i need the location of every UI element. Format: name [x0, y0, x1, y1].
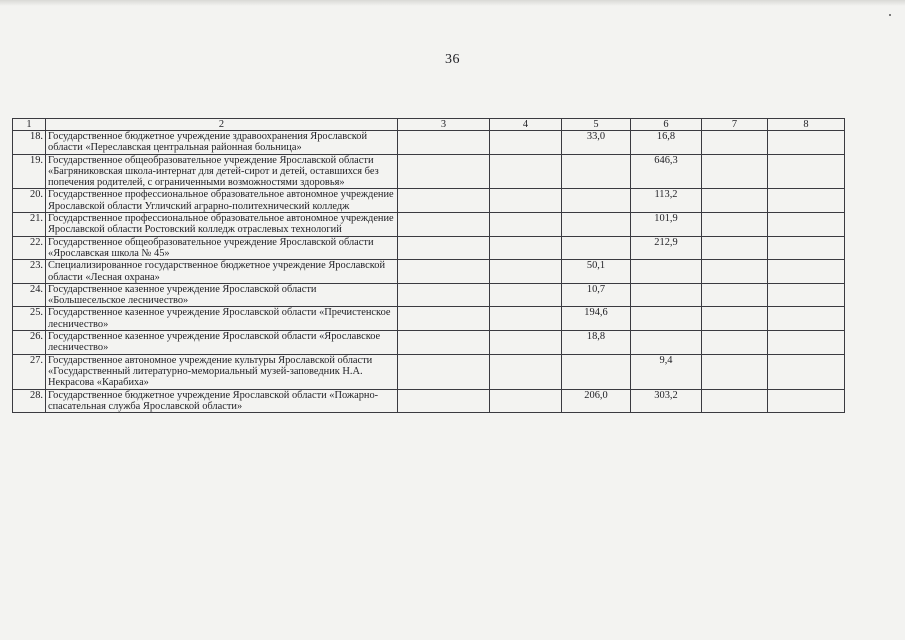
- value-cell-col-7: [702, 236, 768, 260]
- value-cell-col-4: [490, 189, 562, 213]
- institution-name: Государственное бюджетное учреждение здравоохранения Ярославской области «Переславская центральная районная больница»: [46, 131, 398, 155]
- value-cell-col-5: 10,7: [562, 283, 631, 307]
- value-cell-col-6: 9,4: [631, 354, 702, 389]
- row-number: 20.: [13, 189, 46, 213]
- table-row: [13, 236, 845, 260]
- value-cell-col-7: [702, 189, 768, 213]
- value-cell-col-3: [398, 189, 490, 213]
- table-header-row: [13, 119, 845, 131]
- scan-edge: [0, 0, 905, 6]
- row-number: 28.: [13, 389, 46, 413]
- table-row: [13, 154, 845, 189]
- value-cell-col-4: [490, 354, 562, 389]
- value-cell-col-8: [768, 354, 845, 389]
- table-row: [13, 389, 845, 413]
- value-cell-col-5: 206,0: [562, 389, 631, 413]
- value-cell-col-7: [702, 389, 768, 413]
- column-header-1: 1: [13, 119, 46, 131]
- table-row: [13, 260, 845, 284]
- budget-table: [12, 118, 845, 413]
- value-cell-col-3: [398, 260, 490, 284]
- value-cell-col-7: [702, 307, 768, 331]
- value-cell-col-8: [768, 260, 845, 284]
- row-number: 26.: [13, 331, 46, 355]
- value-cell-col-7: [702, 260, 768, 284]
- row-number: 22.: [13, 236, 46, 260]
- institution-name: Государственное общеобразовательное учреждение Ярославской области «Ярославская школа № 45»: [46, 236, 398, 260]
- value-cell-col-5: 194,6: [562, 307, 631, 331]
- row-number: 21.: [13, 213, 46, 237]
- value-cell-col-5: [562, 236, 631, 260]
- value-cell-col-8: [768, 283, 845, 307]
- value-cell-col-4: [490, 236, 562, 260]
- value-cell-col-4: [490, 389, 562, 413]
- value-cell-col-4: [490, 283, 562, 307]
- value-cell-col-3: [398, 283, 490, 307]
- column-header-7: 7: [702, 119, 768, 131]
- table-row: [13, 331, 845, 355]
- value-cell-col-5: 50,1: [562, 260, 631, 284]
- table-row: [13, 354, 845, 389]
- value-cell-col-3: [398, 154, 490, 189]
- value-cell-col-5: [562, 189, 631, 213]
- value-cell-col-8: [768, 331, 845, 355]
- value-cell-col-6: 101,9: [631, 213, 702, 237]
- value-cell-col-6: 212,9: [631, 236, 702, 260]
- value-cell-col-6: 646,3: [631, 154, 702, 189]
- scan-speck: [889, 14, 891, 16]
- value-cell-col-7: [702, 354, 768, 389]
- value-cell-col-8: [768, 131, 845, 155]
- institution-name: Государственное казенное учреждение Ярославской области «Пречистенское лесничество»: [46, 307, 398, 331]
- value-cell-col-4: [490, 260, 562, 284]
- value-cell-col-8: [768, 236, 845, 260]
- table-row: [13, 131, 845, 155]
- value-cell-col-3: [398, 236, 490, 260]
- institution-name: Государственное профессиональное образовательное автономное учреждение Ярославской области Угличский аграрно-политехнический колледж: [46, 189, 398, 213]
- value-cell-col-6: 303,2: [631, 389, 702, 413]
- value-cell-col-6: [631, 331, 702, 355]
- value-cell-col-3: [398, 354, 490, 389]
- value-cell-col-5: [562, 213, 631, 237]
- value-cell-col-6: 113,2: [631, 189, 702, 213]
- table-row: [13, 283, 845, 307]
- value-cell-col-7: [702, 283, 768, 307]
- value-cell-col-4: [490, 154, 562, 189]
- value-cell-col-3: [398, 213, 490, 237]
- value-cell-col-8: [768, 389, 845, 413]
- value-cell-col-3: [398, 307, 490, 331]
- value-cell-col-8: [768, 213, 845, 237]
- value-cell-col-6: [631, 260, 702, 284]
- table-row: [13, 307, 845, 331]
- value-cell-col-7: [702, 213, 768, 237]
- column-header-3: 3: [398, 119, 490, 131]
- value-cell-col-5: 18,8: [562, 331, 631, 355]
- value-cell-col-3: [398, 331, 490, 355]
- institution-name: Государственное казенное учреждение Ярославской области «Большесельское лесничество»: [46, 283, 398, 307]
- value-cell-col-5: [562, 154, 631, 189]
- table-row: [13, 213, 845, 237]
- row-number: 18.: [13, 131, 46, 155]
- row-number: 27.: [13, 354, 46, 389]
- institution-name: Государственное казенное учреждение Ярославской области «Ярославское лесничество»: [46, 331, 398, 355]
- row-number: 23.: [13, 260, 46, 284]
- value-cell-col-6: [631, 283, 702, 307]
- value-cell-col-3: [398, 131, 490, 155]
- value-cell-col-3: [398, 389, 490, 413]
- value-cell-col-5: 33,0: [562, 131, 631, 155]
- value-cell-col-6: [631, 307, 702, 331]
- value-cell-col-6: 16,8: [631, 131, 702, 155]
- value-cell-col-5: [562, 354, 631, 389]
- institution-name: Государственное бюджетное учреждение Ярославской области «Пожарно-спасательная служба Ярославской области»: [46, 389, 398, 413]
- value-cell-col-7: [702, 154, 768, 189]
- value-cell-col-4: [490, 213, 562, 237]
- page-number: 36: [445, 52, 460, 67]
- value-cell-col-8: [768, 154, 845, 189]
- column-header-8: 8: [768, 119, 845, 131]
- institution-name: Государственное профессиональное образовательное автономное учреждение Ярославской области Ростовский колледж отраслевых технологий: [46, 213, 398, 237]
- institution-name: Государственное общеобразовательное учреждение Ярославской области «Багряниковская школа-интернат для детей-сирот и детей, оставшихся без попечения родителей, с ограниченными возможностями здоровья»: [46, 154, 398, 189]
- value-cell-col-8: [768, 189, 845, 213]
- institution-name: Государственное автономное учреждение культуры Ярославской области «Государственный литературно-мемориальный музей-заповедник Н.А. Некрасова «Карабиха»: [46, 354, 398, 389]
- value-cell-col-4: [490, 307, 562, 331]
- column-header-2: 2: [46, 119, 398, 131]
- column-header-5: 5: [562, 119, 631, 131]
- value-cell-col-7: [702, 131, 768, 155]
- table-row: [13, 189, 845, 213]
- value-cell-col-8: [768, 307, 845, 331]
- value-cell-col-4: [490, 131, 562, 155]
- institution-name: Специализированное государственное бюджетное учреждение Ярославской области «Лесная охрана»: [46, 260, 398, 284]
- column-header-4: 4: [490, 119, 562, 131]
- value-cell-col-4: [490, 331, 562, 355]
- row-number: 25.: [13, 307, 46, 331]
- table-body: [13, 119, 845, 413]
- column-header-6: 6: [631, 119, 702, 131]
- value-cell-col-7: [702, 331, 768, 355]
- row-number: 19.: [13, 154, 46, 189]
- row-number: 24.: [13, 283, 46, 307]
